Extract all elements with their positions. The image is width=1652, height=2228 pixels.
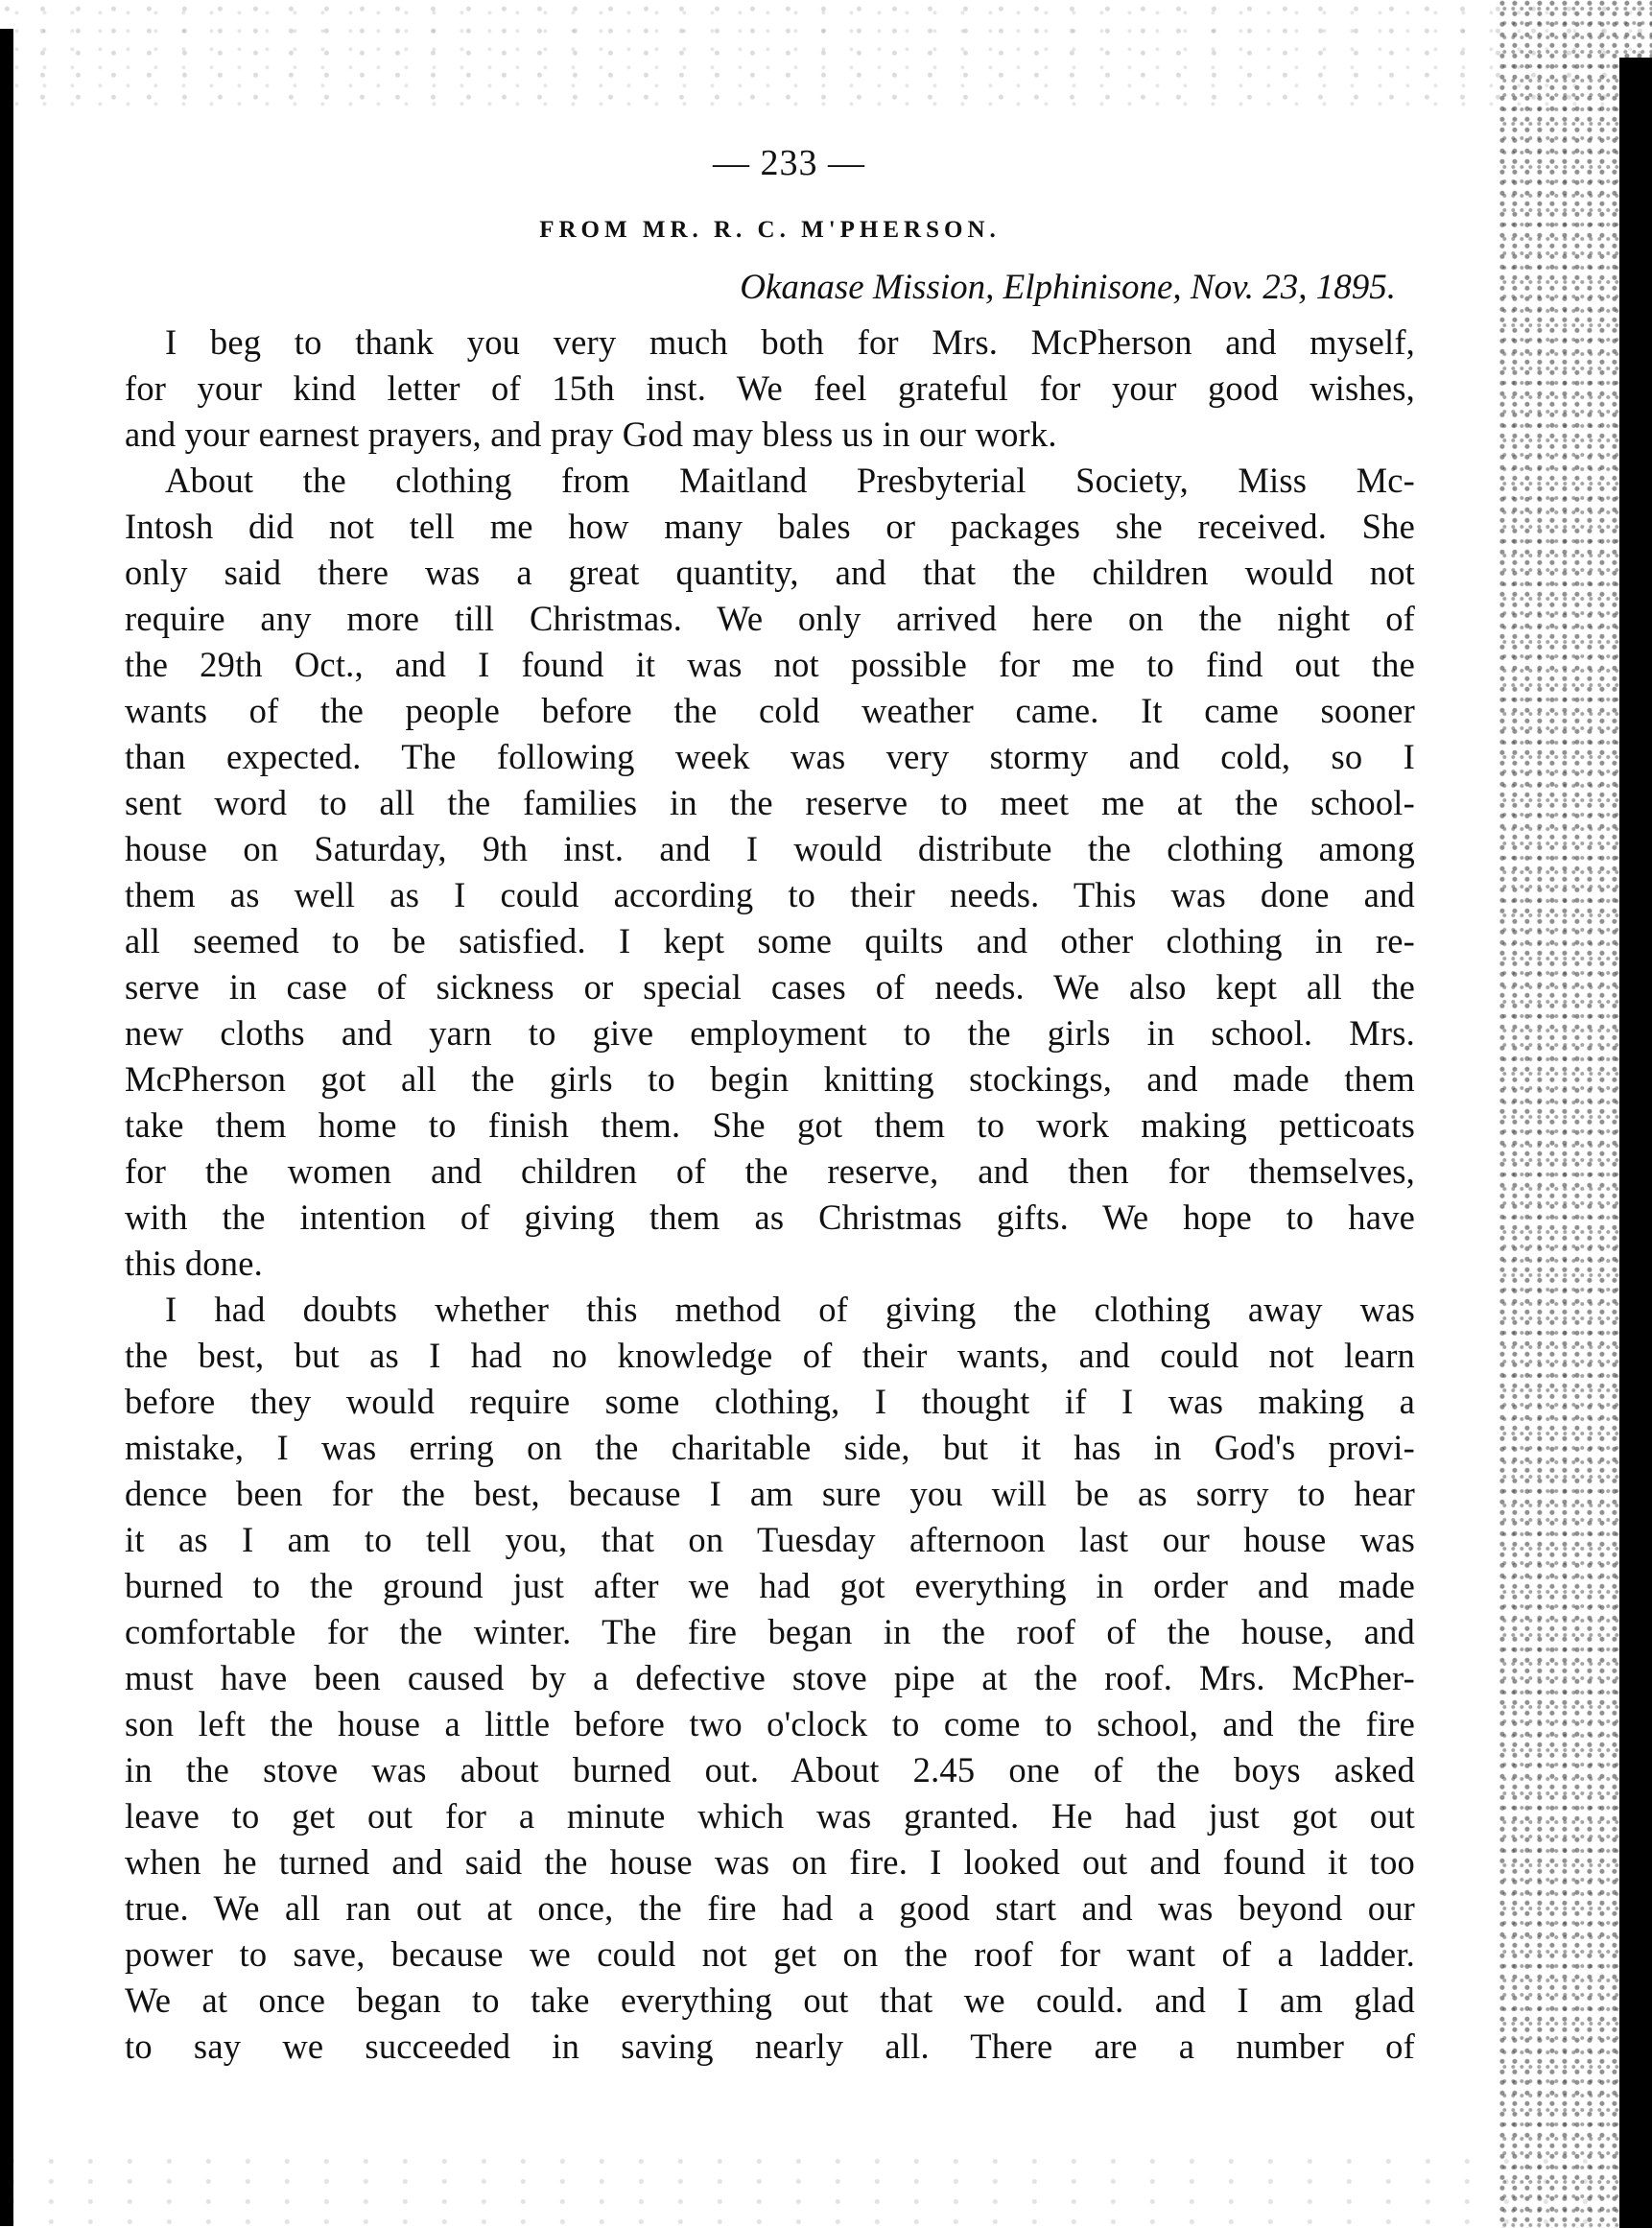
text-line: require any more till Christmas. We only arrived here on the night of [125,599,1415,638]
text-line: to say we succeeded in saving nearly all. There are a number of [125,2027,1415,2066]
text-line: take them home to finish them. She got them to work making petticoats [125,1105,1415,1145]
text-line: sent word to all the families in the reserve to meet me at the school- [125,783,1415,822]
text-line: mistake, I was erring on the charitable side, but it has in God's provi- [125,1428,1415,1467]
text-line: leave to get out for a minute which was granted. He had just got out [125,1796,1415,1836]
text-line: We at once began to take everything out that we could. and I am glad [125,1980,1415,2020]
letter-body [125,320,1415,2070]
text-line: and your earnest prayers, and pray God may bless us in our work. [125,415,1057,454]
letter-dateline: Okanase Mission, Elphinisone, Nov. 23, 1895. [740,268,1396,307]
right-scan-edge [1619,58,1652,2228]
text-line: only said there was a great quantity, and that the children would not [125,553,1415,592]
text-line: power to save, because we could not get on the roof for want of a ladder. [125,1934,1415,1974]
text-line: wants of the people before the cold weather came. It came sooner [125,691,1415,730]
scan-noise-bottom [0,2151,1652,2228]
left-scan-edge [0,29,13,2226]
scan-noise-top [0,0,1652,115]
document-page [125,144,1415,2070]
text-line: in the stove was about burned out. About 2.45 one of the boys asked [125,1750,1415,1790]
letter-heading: FROM MR. R. C. M'PHERSON. [539,217,1001,243]
text-line: for the women and children of the reserve, and then for themselves, [125,1151,1415,1191]
text-line: it as I am to tell you, that on Tuesday afternoon last our house was [125,1520,1415,1559]
text-line: the best, but as I had no knowledge of their wants, and could not learn [125,1336,1415,1375]
text-line: About the clothing from Maitland Presbyterial Society, Miss Mc- [165,461,1415,500]
text-line: dence been for the best, because I am sure you will be as sorry to hear [125,1474,1415,1513]
text-line: I had doubts whether this method of giving the clothing away was [165,1290,1415,1329]
text-line: son left the house a little before two o'clock to come to school, and the fire [125,1704,1415,1743]
text-line: serve in case of sickness or special cases of needs. We also kept all the [125,967,1415,1007]
text-line: before they would require some clothing, I thought if I was making a [125,1382,1415,1421]
text-line: with the intention of giving them as Christmas gifts. We hope to have [125,1197,1415,1237]
text-line: this done. [125,1244,263,1283]
text-line: must have been caused by a defective stove pipe at the roof. Mrs. McPher- [125,1658,1415,1697]
text-line: I beg to thank you very much both for Mrs. McPherson and myself, [165,322,1415,362]
text-line: than expected. The following week was very stormy and cold, so I [125,737,1415,776]
page-number: — 233 — [713,143,865,183]
text-line: new cloths and yarn to give employment to the girls in school. Mrs. [125,1013,1415,1053]
text-line: when he turned and said the house was on fire. I looked out and found it too [125,1842,1415,1882]
text-line: them as well as I could according to their needs. This was done and [125,875,1415,914]
text-line: burned to the ground just after we had got everything in order and made [125,1566,1415,1605]
text-line: for your kind letter of 15th inst. We feel grateful for your good wishes, [125,368,1415,408]
text-line: true. We all ran out at once, the fire had a good start and was beyond our [125,1888,1415,1928]
text-line: comfortable for the winter. The fire began in the roof of the house, and [125,1612,1415,1651]
text-line: the 29th Oct., and I found it was not possible for me to find out the [125,645,1415,684]
text-line: McPherson got all the girls to begin knitting stockings, and made them [125,1059,1415,1099]
text-line: house on Saturday, 9th inst. and I would distribute the clothing among [125,829,1415,868]
text-line: all seemed to be satisfied. I kept some quilts and other clothing in re- [125,921,1415,960]
text-line: Intosh did not tell me how many bales or packages she received. She [125,507,1415,546]
